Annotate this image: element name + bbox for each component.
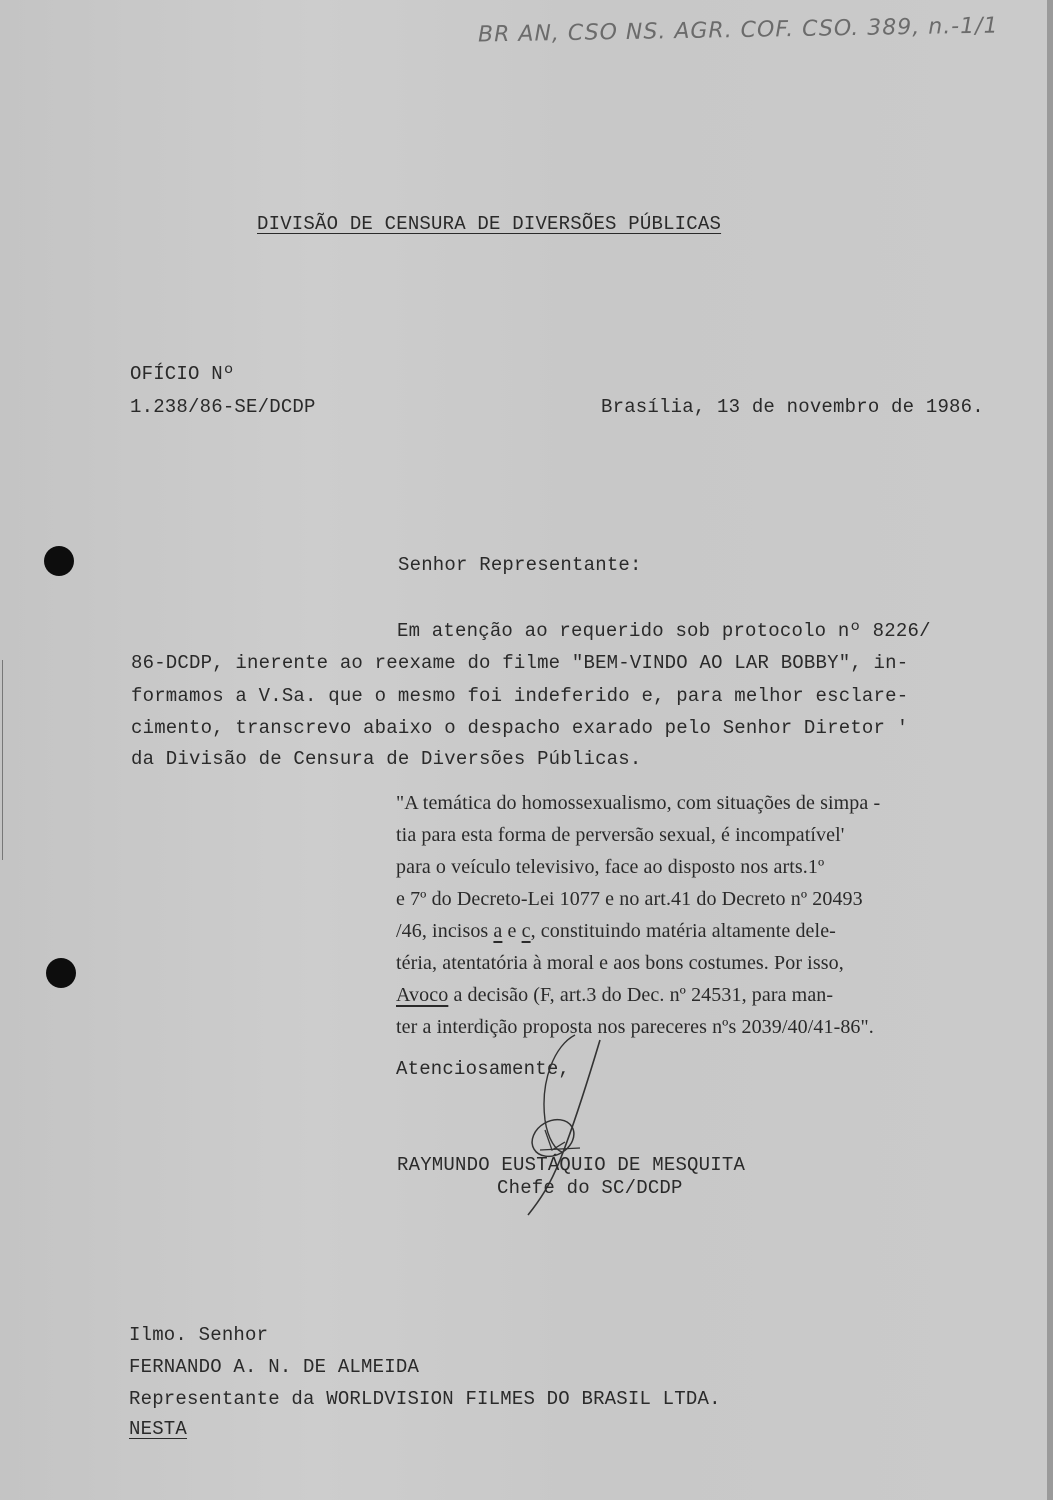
signatory-role: Chefe do SC/DCDP bbox=[497, 1177, 683, 1199]
underlined-c: c bbox=[521, 920, 531, 942]
body-line: cimento, transcrevo abaixo o despacho exarado pelo Senhor Diretor ' bbox=[131, 717, 909, 739]
quote-line: téria, atentatória à moral e aos bons costumes. Por isso, bbox=[396, 952, 844, 974]
page-title: DIVISÃO DE CENSURA DE DIVERSÕES PÚBLICAS bbox=[257, 213, 722, 235]
quote-line: para o veículo televisivo, face ao disposto nos arts.1º bbox=[396, 856, 825, 878]
oficio-number: 1.238/86-SE/DCDP bbox=[130, 396, 316, 418]
quote-line: e 7º do Decreto-Lei 1077 e no art.41 do Decreto nº 20493 bbox=[396, 888, 863, 910]
quote-line: tia para esta forma de perversão sexual, é incompatível' bbox=[396, 824, 845, 846]
quote-line: ter a interdição proposta nos pareceres nºs 2039/40/41-86". bbox=[396, 1016, 874, 1038]
underlined-avoco: Avoco bbox=[396, 984, 449, 1006]
quote-text: /46, incisos bbox=[396, 920, 494, 942]
quote-text: e bbox=[502, 920, 522, 942]
handwritten-archive-note: BR AN, CSO NS. AGR. COF. CSO. 389, n.-1/1 bbox=[477, 13, 999, 48]
recipient-name: FERNANDO A. N. DE ALMEIDA bbox=[129, 1356, 420, 1378]
closing: Atenciosamente, bbox=[396, 1058, 571, 1080]
quote-text: , constituindo matéria altamente dele- bbox=[530, 920, 836, 942]
place-date: Brasília, 13 de novembro de 1986. bbox=[601, 396, 984, 418]
recipient-honorific: Ilmo. Senhor bbox=[129, 1324, 269, 1346]
recipient-location: NESTA bbox=[129, 1418, 188, 1440]
quote-line: "A temática do homossexualismo, com situações de simpa - bbox=[396, 792, 881, 814]
oficio-label: OFÍCIO Nº bbox=[130, 363, 235, 385]
recipient-company: Representante da WORLDVISION FILMES DO BRASIL LTDA. bbox=[129, 1388, 721, 1410]
salutation: Senhor Representante: bbox=[398, 554, 642, 576]
underlined-a: a bbox=[493, 920, 503, 942]
body-line: formamos a V.Sa. que o mesmo foi indeferido e, para melhor esclare- bbox=[131, 685, 909, 707]
signatory-name: RAYMUNDO EUSTÁQUIO DE MESQUITA bbox=[397, 1154, 746, 1176]
body-line: da Divisão de Censura de Diversões Públicas. bbox=[131, 748, 642, 770]
quote-text: a decisão (F, art.3 do Dec. nº 24531, para man- bbox=[448, 984, 834, 1006]
body-line: 86-DCDP, inerente ao reexame do filme "BEM-VINDO AO LAR BOBBY", in- bbox=[131, 652, 909, 674]
body-line: Em atenção ao requerido sob protocolo nº 8226/ bbox=[397, 620, 931, 642]
